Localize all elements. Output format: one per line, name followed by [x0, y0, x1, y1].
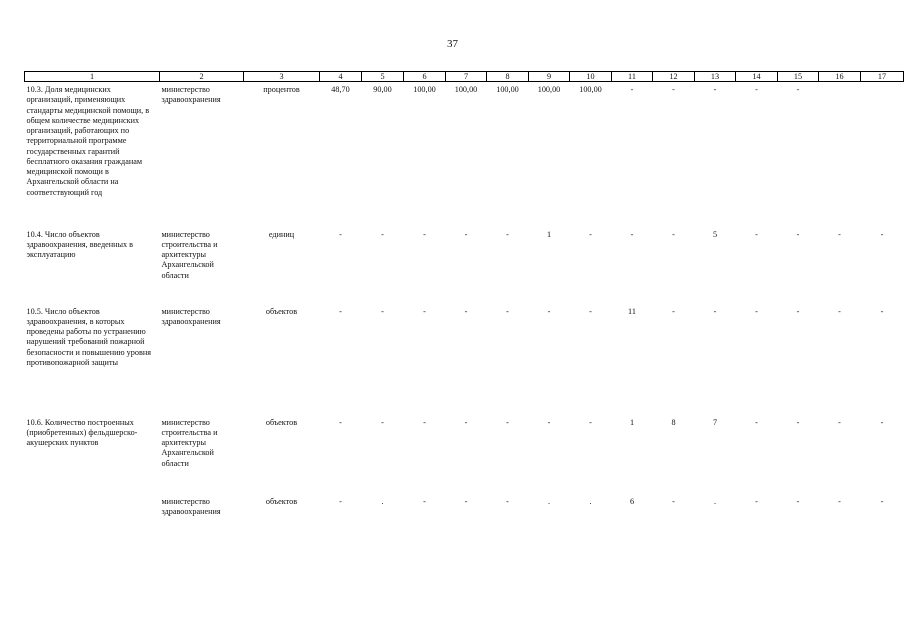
- value-cell-col-11: -: [630, 85, 634, 94]
- value-cell-col-17: -: [880, 306, 884, 316]
- column-header-15: 15: [778, 72, 819, 82]
- value-cell-col-9: .: [547, 496, 551, 506]
- value-cell-col-14: -: [755, 306, 758, 316]
- value-cell-col-5: 90,00: [373, 85, 392, 94]
- value-cell-col-17: -: [880, 417, 884, 427]
- value-cell-col-8: 100,00: [496, 85, 519, 94]
- value-cell-col-15: -: [796, 229, 800, 239]
- column-header-4: 4: [320, 72, 362, 82]
- value-cell-col-4: -: [339, 417, 342, 427]
- value-cell-col-10: -: [589, 229, 592, 239]
- value-cell-col-11: 1: [629, 417, 635, 427]
- value-cell-col-7: -: [464, 229, 468, 239]
- value-cell-col-12: -: [672, 85, 675, 94]
- value-cell-col-9: -: [547, 417, 551, 427]
- column-header-11: 11: [612, 72, 653, 82]
- column-header-2: 2: [160, 72, 244, 82]
- page-number: 37: [447, 38, 458, 50]
- column-header-10: 10: [570, 72, 612, 82]
- value-cell-col-4: 48,70: [331, 85, 350, 94]
- value-cell-col-6: -: [423, 496, 426, 506]
- responsible-agency: министерство строительства и архитектуры Архангельской области: [161, 417, 218, 468]
- column-header-1: 1: [25, 72, 160, 82]
- indicator-name: [25, 494, 160, 534]
- value-cell-col-16: -: [838, 417, 841, 427]
- value-cell-col-15: -: [796, 306, 800, 316]
- column-header-7: 7: [446, 72, 487, 82]
- value-cell-col-8: -: [506, 229, 509, 239]
- value-cell-col-8: -: [506, 306, 509, 316]
- value-cell-col-6: -: [423, 306, 426, 316]
- value-cell-col-6: -: [423, 417, 426, 427]
- column-header-12: 12: [653, 72, 695, 82]
- value-cell-col-7: -: [464, 306, 468, 316]
- value-cell-col-7: -: [464, 417, 468, 427]
- value-cell-col-8: -: [506, 417, 509, 427]
- unit-of-measure: объектов: [265, 306, 298, 316]
- value-cell-col-9: 100,00: [537, 85, 561, 94]
- value-cell-col-14: -: [755, 229, 758, 239]
- value-cell-col-13: 7: [712, 417, 718, 427]
- table-row: [25, 227, 904, 304]
- value-cell-col-16: [819, 82, 861, 227]
- responsible-agency: министерство здравоохранения: [161, 306, 221, 326]
- indicator-name: 10.4. Число объектов здравоохранения, введенных в эксплуатацию: [26, 229, 134, 259]
- value-cell-col-5: -: [381, 306, 384, 316]
- value-cell-col-5: -: [381, 417, 384, 427]
- value-cell-col-13: .: [713, 496, 717, 506]
- value-cell-col-7: 100,00: [454, 85, 478, 94]
- value-cell-col-16: -: [838, 496, 841, 506]
- header-row: [25, 72, 904, 82]
- responsible-agency: министерство здравоохранения: [161, 496, 221, 516]
- unit-of-measure: объектов: [265, 417, 298, 427]
- value-cell-col-12: 8: [671, 417, 676, 427]
- value-cell-col-4: -: [339, 496, 342, 506]
- value-cell-col-9: -: [547, 306, 551, 316]
- value-cell-col-6: 100,00: [413, 85, 436, 94]
- value-cell-col-14: -: [755, 417, 758, 427]
- value-cell-col-11: 11: [628, 306, 636, 316]
- value-cell-col-11: -: [630, 229, 634, 239]
- value-cell-col-15: -: [796, 496, 800, 506]
- responsible-agency: министерство здравоохранения: [161, 85, 221, 105]
- column-header-13: 13: [695, 72, 736, 82]
- table-body: [25, 82, 904, 534]
- value-cell-col-16: -: [838, 306, 841, 316]
- indicator-name: 10.6. Количество построенных (приобретенных) фельдшерско-акушерских пунктов: [26, 417, 138, 447]
- value-cell-col-8: -: [506, 496, 509, 506]
- unit-of-measure: единиц: [268, 229, 295, 239]
- column-header-6: 6: [404, 72, 446, 82]
- value-cell-col-17: -: [880, 229, 884, 239]
- table-row: [25, 415, 904, 494]
- value-cell-col-14: -: [755, 496, 758, 506]
- value-cell-col-5: .: [381, 496, 384, 506]
- column-header-14: 14: [736, 72, 778, 82]
- value-cell-col-9: 1: [546, 229, 552, 239]
- column-header-16: 16: [819, 72, 861, 82]
- indicators-table: [24, 71, 904, 534]
- table-row: [25, 494, 904, 534]
- unit-of-measure: процентов: [263, 85, 300, 94]
- indicator-name: 10.5. Число объектов здравоохранения, в которых проведены работы по устранению нарушений требований пожарной безопасности и повышению уровня противопожарной защиты: [26, 306, 151, 367]
- value-cell-col-17: -: [880, 496, 884, 506]
- value-cell-col-17: [861, 82, 904, 227]
- table-row: [25, 82, 904, 227]
- column-header-3: 3: [244, 72, 320, 82]
- column-header-8: 8: [487, 72, 529, 82]
- value-cell-col-10: .: [589, 496, 592, 506]
- value-cell-col-4: -: [339, 229, 342, 239]
- value-cell-col-15: -: [796, 85, 800, 94]
- value-cell-col-7: -: [464, 496, 468, 506]
- value-cell-col-15: -: [796, 417, 800, 427]
- table-row: [25, 304, 904, 415]
- column-header-5: 5: [362, 72, 404, 82]
- value-cell-col-10: -: [589, 417, 592, 427]
- value-cell-col-4: -: [339, 306, 342, 316]
- value-cell-col-13: -: [713, 85, 717, 94]
- value-cell-col-11: 6: [629, 496, 635, 506]
- value-cell-col-5: -: [381, 229, 384, 239]
- value-cell-col-12: -: [672, 496, 675, 506]
- value-cell-col-6: -: [423, 229, 426, 239]
- indicator-name: 10.3. Доля медицинских организаций, применяющих стандарты медицинской помощи, в общем количестве медицинских организаций, работающих по территориальной программе государственных гарантий бесплатного оказания гражданам медицинской помощи в Архангельской области на соответствующий год: [26, 85, 150, 197]
- value-cell-col-14: -: [755, 85, 758, 94]
- value-cell-col-12: -: [672, 229, 675, 239]
- column-header-9: 9: [529, 72, 570, 82]
- column-header-17: 17: [861, 72, 904, 82]
- value-cell-col-12: -: [672, 306, 675, 316]
- responsible-agency: министерство строительства и архитектуры Архангельской области: [161, 229, 218, 280]
- value-cell-col-10: -: [589, 306, 592, 316]
- value-cell-col-13: -: [713, 306, 717, 316]
- value-cell-col-10: 100,00: [579, 85, 602, 94]
- unit-of-measure: объектов: [265, 496, 298, 506]
- value-cell-col-13: 5: [712, 229, 718, 239]
- value-cell-col-16: -: [838, 229, 841, 239]
